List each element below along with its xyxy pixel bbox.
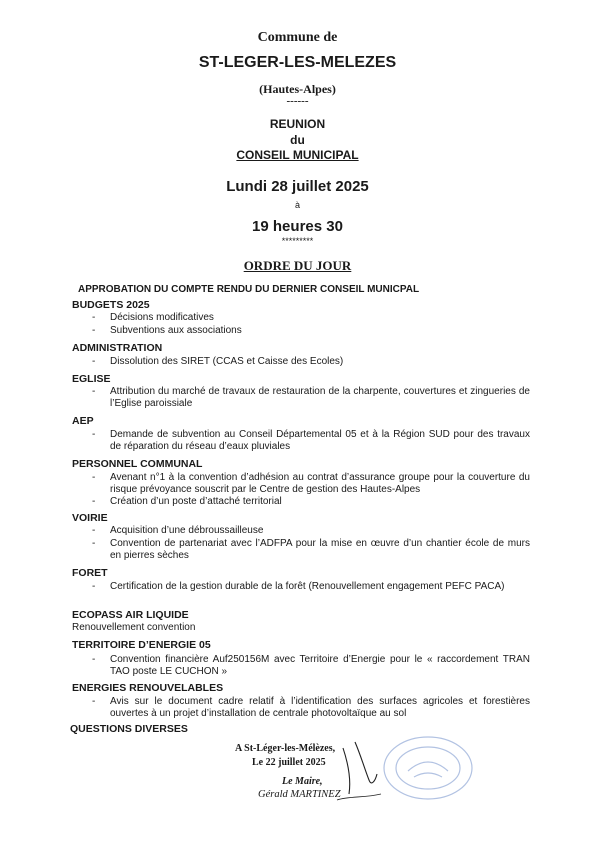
dash: - xyxy=(92,325,96,336)
list-item: Attribution du marché de travaux de restauration de la charpente, couvertures et zingueries de l’Eglise paroissiale xyxy=(110,386,530,409)
municipal-stamp-icon xyxy=(378,733,478,803)
dash: - xyxy=(92,538,96,549)
list-item: Convention de partenariat avec l’ADFPA pour la mise en œuvre d’un chantier école de murs en pierres sèches xyxy=(110,538,530,561)
ordre-du-jour: ORDRE DU JOUR xyxy=(243,258,352,273)
list-item: Acquisition d’une débroussailleuse xyxy=(110,525,264,536)
approbation: APPROBATION DU COMPTE RENDU DU DERNIER CONSEIL MUNICPAL xyxy=(78,284,420,295)
dash: - xyxy=(92,312,96,323)
handwritten-signature-icon xyxy=(335,736,385,806)
conseil-title: CONSEIL MUNICIPAL xyxy=(236,148,359,162)
dash: - xyxy=(92,472,96,483)
section-budgets: BUDGETS 2025 xyxy=(72,299,150,311)
list-item: Demande de subvention au Conseil Départemental 05 et à la Région SUD pour des travaux de réparation du réseau d’eaux pluviales xyxy=(110,429,530,452)
section-personnel: PERSONNEL COMMUNAL xyxy=(72,458,203,470)
section-energies: ENERGIES RENOUVELABLES xyxy=(72,682,224,694)
section-administration: ADMINISTRATION xyxy=(72,342,163,354)
list-item: Avis sur le document cadre relatif à l’identification des surfaces agricoles et forestières ouvertes à un projet d’installation de centrale photovoltaïque au sol xyxy=(110,696,530,719)
list-item: Décisions modificatives xyxy=(110,312,214,323)
list-item: Création d’un poste d’attaché territorial xyxy=(110,496,282,507)
stars-separator: ********* xyxy=(281,236,314,246)
dash: - xyxy=(92,581,96,592)
meeting-time: 19 heures 30 xyxy=(252,218,343,235)
list-item: Certification de la gestion durable de la forêt (Renouvellement engagement PEFC PACA) xyxy=(110,581,505,592)
separator: ------ xyxy=(286,95,309,107)
meeting-date: Lundi 28 juillet 2025 xyxy=(226,178,369,195)
list-item: Dissolution des SIRET (CCAS et Caisse des Ecoles) xyxy=(110,356,344,367)
list-item: Subventions aux associations xyxy=(110,325,242,336)
ecopass-text: Renouvellement convention xyxy=(72,622,196,633)
dash: - xyxy=(92,525,96,536)
dash: - xyxy=(92,696,96,707)
section-voirie: VOIRIE xyxy=(72,512,108,524)
a-label: à xyxy=(294,200,300,210)
dash: - xyxy=(92,386,96,397)
du-label: du xyxy=(290,133,305,147)
signature-place: A St-Léger-les-Mélèzes, xyxy=(235,743,336,754)
section-eglise: EGLISE xyxy=(72,373,111,385)
dash: - xyxy=(92,654,96,665)
section-questions: QUESTIONS DIVERSES xyxy=(70,723,188,735)
list-item: Convention financière Auf250156M avec Territoire d’Energie pour le « raccordement TRAN TAO poste LE CUCHON » xyxy=(110,654,530,677)
list-item: Avenant n°1 à la convention d’adhésion au contrat d’assurance groupe pour la couverture du risque prévoyance souscrit par le Centre de gestion des Hautes-Alpes xyxy=(110,472,530,495)
department: (Hautes-Alpes) xyxy=(259,82,336,96)
dash: - xyxy=(92,496,96,507)
signature-role: Le Maire, xyxy=(282,776,323,787)
signature-date: Le 22 juillet 2025 xyxy=(252,757,326,768)
section-aep: AEP xyxy=(72,415,94,427)
section-foret: FORET xyxy=(72,567,108,579)
section-territoire: TERRITOIRE D’ENERGIE 05 xyxy=(72,639,211,651)
reunion-title: REUNION xyxy=(269,117,326,131)
section-ecopass: ECOPASS AIR LIQUIDE xyxy=(72,609,189,621)
commune-de: Commune de xyxy=(257,30,338,45)
dash: - xyxy=(92,356,96,367)
dash: - xyxy=(92,429,96,440)
signature-name: Gérald MARTINEZ xyxy=(258,789,341,800)
commune-name: ST-LEGER-LES-MELEZES xyxy=(198,54,397,71)
